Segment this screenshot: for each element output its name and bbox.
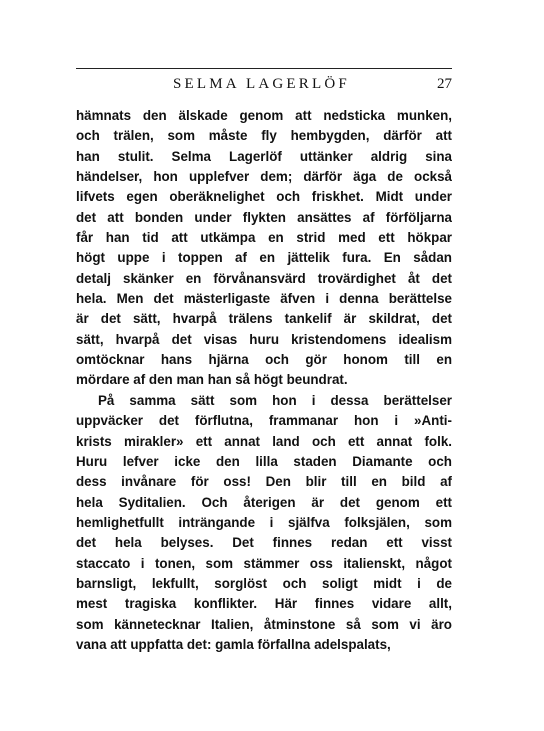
running-title: SELMA LAGERLÖF — [173, 76, 350, 92]
text-line: uppväcker det förflutna, frammanar hon i »Anti- — [76, 413, 452, 429]
text-line: krists mirakler» ett annat land och ett annat folk. — [76, 433, 452, 449]
text-line: och trälen, som måste fly hembygden, därför att — [76, 128, 452, 144]
text-line: mest tragiska konflikter. Här finnes vidare allt, — [76, 596, 452, 612]
text-line: omtöcknar hans hjärna och gör honom till en — [76, 352, 452, 368]
text-line: lifvets egen oberäknelighet och friskhet. Midt under — [76, 189, 452, 205]
text-line: hela. Men det mästerligaste äfven i denna berättelse — [76, 291, 452, 307]
text-line: dess invånare för oss! Den blir till en bild af — [76, 474, 452, 490]
header-rule — [76, 68, 452, 69]
text-line: han stulit. Selma Lagerlöf uttänker aldrig sina — [76, 148, 452, 164]
text-line: är det sätt, hvarpå trälens tankelif är skildrat, det — [76, 311, 452, 327]
text-line: hämnats den älskade genom att nedsticka munken, — [76, 108, 452, 123]
book-page — [76, 0, 452, 731]
body-text — [76, 106, 452, 655]
text-line: hela Syditalien. Och återigen är det genom ett — [76, 494, 452, 510]
text-line: får han tid att utkämpa en strid med ett hökpar — [76, 230, 452, 246]
running-head — [76, 76, 452, 96]
text-line: På samma sätt som hon i dessa berättelser — [98, 392, 452, 408]
page-number: 27 — [437, 76, 452, 92]
text-line: detalj skänker en förvånansvärd trovärdighet åt det — [76, 270, 452, 286]
text-line: högt uppe i toppen af en jättelik fura. En sådan — [76, 250, 452, 266]
text-line: barnsligt, lekfullt, sorglöst och soligt midt i de — [76, 575, 452, 591]
text-line: det hela belyses. Det finnes redan ett visst — [76, 535, 452, 551]
text-line: staccato i tonen, som stämmer oss italienskt, något — [76, 555, 452, 571]
text-line: Huru lefver icke den lilla staden Diamante och — [76, 453, 452, 469]
text-line: sätt, hvarpå det visas huru kristendomens idealism — [76, 331, 452, 347]
text-line: händelser, hon upplefver dem; därför äga de också — [76, 169, 452, 185]
text-line: som kännetecknar Italien, åtminstone så som vi äro — [76, 616, 452, 632]
text-line: vana att uppfatta det: gamla förfallna adelspalats, — [76, 636, 391, 652]
text-line: det att bonden under flykten ansättes af förföljarna — [76, 209, 452, 225]
text-line: mördare af den man han så högt beundrat. — [76, 372, 348, 388]
text-line: hemlighetfullt inträngande i själfva folksjälen, som — [76, 514, 452, 530]
